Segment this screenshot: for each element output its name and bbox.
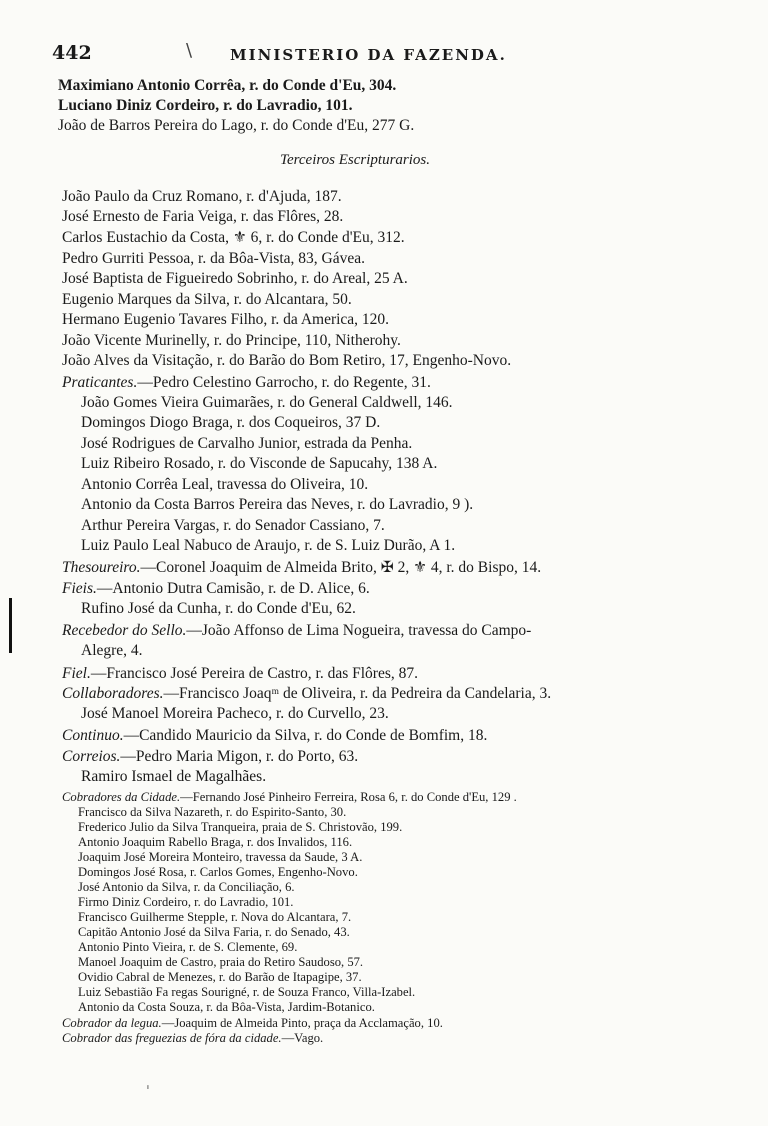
list-item: Ovidio Cabral de Menezes, r. do Barão de Itapagipe, 37. <box>78 970 362 984</box>
correios-entry <box>62 747 358 767</box>
recebedor-entry <box>62 621 531 641</box>
list-item: Firmo Diniz Cordeiro, r. do Lavradio, 101. <box>78 895 294 909</box>
cobradores-entry <box>62 790 517 805</box>
list-item: Arthur Pereira Vargas, r. do Senador Cassiano, 7. <box>81 517 385 534</box>
entry-label: Cobrador das freguezias de fóra da cidade. <box>62 1031 282 1045</box>
entry-text: —Candido Mauricio da Silva, r. do Conde de Bomfim, 18. <box>123 727 488 744</box>
entry-label: Recebedor do Sello. <box>62 622 187 639</box>
fieis-entry <box>62 579 370 599</box>
cobrador-freguezias-entry <box>62 1031 323 1046</box>
list-item: Alegre, 4. <box>81 642 143 659</box>
list-item: Maximiano Antonio Corrêa, r. do Conde d'Eu, 304. <box>58 77 397 94</box>
list-item: José Rodrigues de Carvalho Junior, estrada da Penha. <box>81 435 413 452</box>
margin-line <box>9 598 12 653</box>
list-item: Carlos Eustachio da Costa, ⚜ 6, r. do Conde d'Eu, 312. <box>62 229 405 246</box>
entry-label: Fiel. <box>62 665 91 682</box>
list-item: João Vicente Murinelly, r. do Principe, 110, Nitherohy. <box>62 332 401 349</box>
entry-label: Thesoureiro. <box>62 559 141 576</box>
entry-text: —Francisco Joaqᵐ de Oliveira, r. da Pedreira da Candelaria, 3. <box>163 685 552 702</box>
continuo-entry <box>62 726 487 746</box>
entry-text: —João Affonso de Lima Nogueira, travessa do Campo- <box>186 622 532 639</box>
list-item: Manoel Joaquim de Castro, praia do Retiro Saudoso, 57. <box>78 955 364 969</box>
list-item: Francisco Guilherme Stepple, r. Nova do Alcantara, 7. <box>78 910 352 924</box>
list-item: Antonio Corrêa Leal, travessa do Oliveira, 10. <box>81 476 369 493</box>
thesoureiro-entry <box>62 558 541 578</box>
list-item: Antonio Joaquim Rabello Braga, r. dos Invalidos, 116. <box>78 835 353 849</box>
running-head: MINISTERIO DA FAZENDA. <box>230 46 507 64</box>
praticantes-entry <box>62 373 431 393</box>
list-item: José Baptista de Figueiredo Sobrinho, r. do Areal, 25 A. <box>62 270 408 287</box>
entry-text: —Pedro Maria Migon, r. do Porto, 63. <box>120 748 359 765</box>
list-item: Francisco da Silva Nazareth, r. do Espirito-Santo, 30. <box>78 805 347 819</box>
list-item: Luiz Ribeiro Rosado, r. do Visconde de Sapucahy, 138 A. <box>81 455 438 472</box>
list-item: Pedro Gurriti Pessoa, r. da Bôa-Vista, 83, Gávea. <box>62 250 365 267</box>
entry-label: Praticantes. <box>62 374 138 391</box>
fiel-entry <box>62 664 418 684</box>
page-header <box>52 40 722 70</box>
list-item: Frederico Julio da Silva Tranqueira, praia de S. Christovão, 199. <box>78 820 403 834</box>
list-item: Luiz Sebastião Fa regas Sourigné, r. de Souza Franco, Villa-Izabel. <box>78 985 416 999</box>
entry-label: Cobrador da legua. <box>62 1016 162 1030</box>
margin-mark: \ <box>186 40 193 61</box>
list-item: Joaquim José Moreira Monteiro, travessa da Saude, 3 A. <box>78 850 363 864</box>
list-item: João de Barros Pereira do Lago, r. do Conde d'Eu, 277 G. <box>58 117 415 134</box>
entry-text: —Coronel Joaquim de Almeida Brito, ✠ 2, ⚜ 4, r. do Bispo, 14. <box>140 559 542 576</box>
section-title: Terceiros Escripturarios. <box>280 152 431 168</box>
list-item: João Alves da Visitação, r. do Barão do Bom Retiro, 17, Engenho-Novo. <box>62 352 512 369</box>
list-item: João Gomes Vieira Guimarães, r. do General Caldwell, 146. <box>81 394 453 411</box>
entry-text: —Pedro Celestino Garrocho, r. do Regente, 31. <box>137 374 431 391</box>
list-item: Luciano Diniz Cordeiro, r. do Lavradio, 101. <box>58 97 353 114</box>
list-item: Eugenio Marques da Silva, r. do Alcantara, 50. <box>62 291 352 308</box>
list-item: Antonio Pinto Vieira, r. de S. Clemente, 69. <box>78 940 298 954</box>
entry-label: Continuo. <box>62 727 124 744</box>
entry-text: —Antonio Dutra Camisão, r. de D. Alice, 6. <box>96 580 370 597</box>
list-item: João Paulo da Cruz Romano, r. d'Ajuda, 187. <box>62 188 342 205</box>
list-item: Antonio da Costa Souza, r. da Bôa-Vista, Jardim-Botanico. <box>78 1000 375 1014</box>
cobrador-legua-entry <box>62 1016 443 1031</box>
page-number: 442 <box>52 42 92 64</box>
list-item: Luiz Paulo Leal Nabuco de Araujo, r. de S. Luiz Durão, A 1. <box>81 537 456 554</box>
list-item: José Ernesto de Faria Veiga, r. das Flôres, 28. <box>62 208 344 225</box>
list-item: Capitão Antonio José da Silva Faria, r. do Senado, 43. <box>78 925 350 939</box>
ink-mark: ˌ <box>146 1075 150 1091</box>
list-item: Domingos José Rosa, r. Carlos Gomes, Engenho-Novo. <box>78 865 358 879</box>
list-item: Ramiro Ismael de Magalhães. <box>81 768 267 785</box>
entry-label: Cobradores da Cidade. <box>62 790 181 804</box>
entry-text: —Fernando José Pinheiro Ferreira, Rosa 6, r. do Conde d'Eu, 129 . <box>180 790 517 804</box>
list-item: José Manoel Moreira Pacheco, r. do Curvello, 23. <box>81 705 389 722</box>
list-item: Domingos Diogo Braga, r. dos Coqueiros, 37 D. <box>81 414 381 431</box>
entry-label: Collaboradores. <box>62 685 164 702</box>
entry-text: —Joaquim de Almeida Pinto, praça da Acclamação, 10. <box>161 1016 443 1030</box>
collaboradores-entry <box>62 684 551 704</box>
entry-text: —Vago. <box>281 1031 324 1045</box>
list-item: Rufino José da Cunha, r. do Conde d'Eu, 62. <box>81 600 356 617</box>
entry-label: Fieis. <box>62 580 97 597</box>
list-item: Antonio da Costa Barros Pereira das Neves, r. do Lavradio, 9 ). <box>81 496 474 513</box>
list-item: Hermano Eugenio Tavares Filho, r. da America, 120. <box>62 311 390 328</box>
list-item: José Antonio da Silva, r. da Conciliação, 6. <box>78 880 295 894</box>
entry-label: Correios. <box>62 748 121 765</box>
entry-text: —Francisco José Pereira de Castro, r. das Flôres, 87. <box>90 665 419 682</box>
